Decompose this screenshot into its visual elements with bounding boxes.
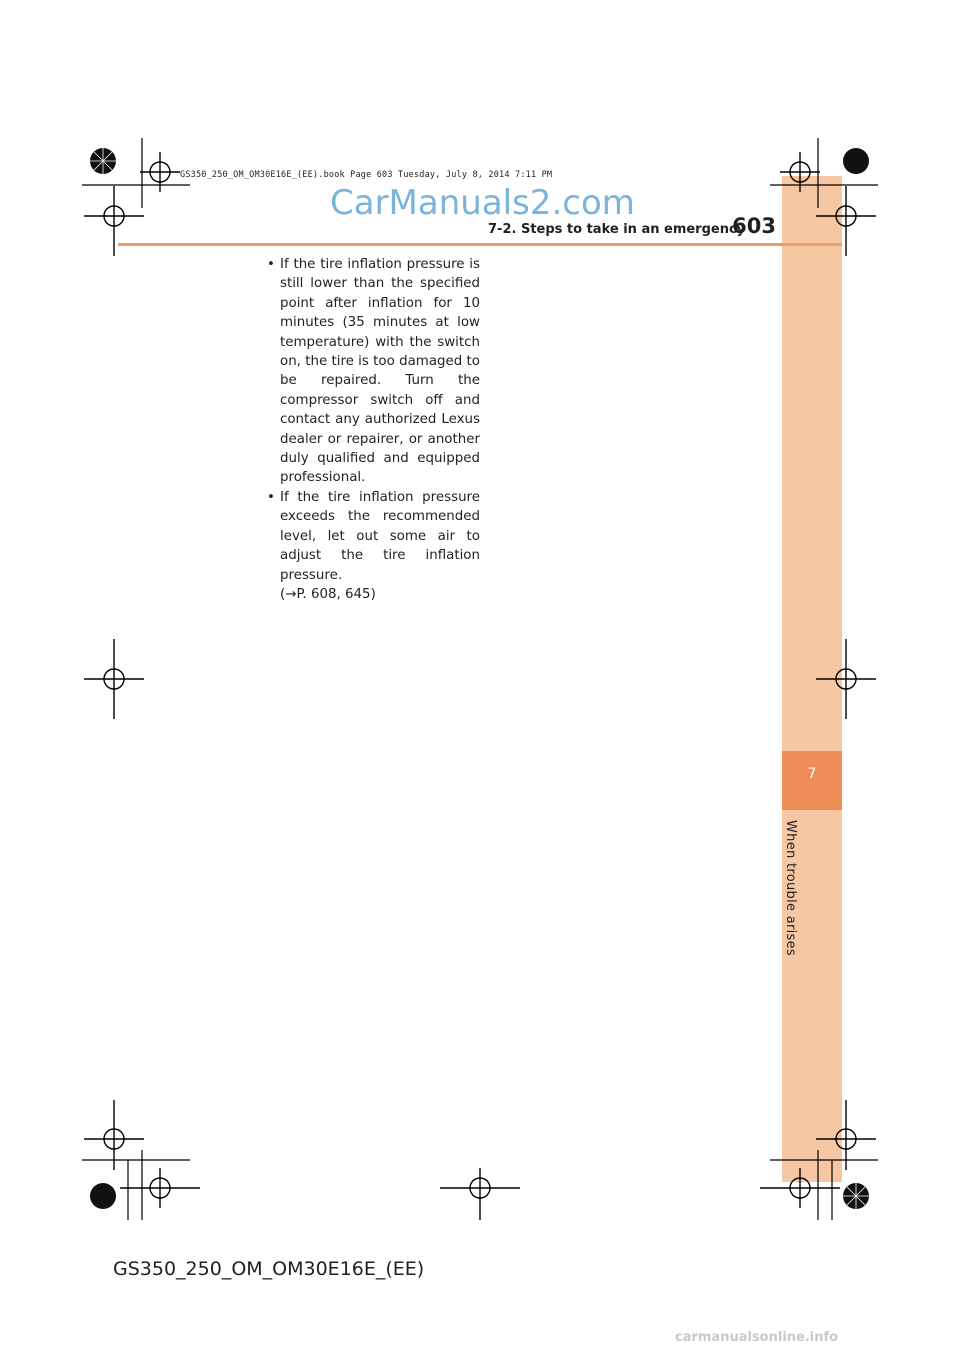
section-heading: 7-2. Steps to take in an emergency xyxy=(488,222,746,237)
chapter-number: 7 xyxy=(807,766,817,782)
registration-target-icon xyxy=(816,639,876,719)
solid-disc-mark-icon xyxy=(90,1183,116,1209)
registration-target-icon xyxy=(760,1168,840,1208)
watermark-logo: CarManuals2.com xyxy=(330,183,635,223)
print-stamp: GS350_250_OM_OM30E16E_(EE).book Page 603 Tuesday, July 8, 2014 7:11 PM xyxy=(180,170,553,180)
footer-watermark: carmanualsonline.info xyxy=(675,1330,839,1345)
bullet-marker: • xyxy=(267,489,275,505)
registration-target-icon xyxy=(816,186,876,256)
sunburst-mark-icon xyxy=(90,148,116,174)
sunburst-mark-icon xyxy=(843,1183,869,1209)
registration-target-icon xyxy=(120,1168,200,1208)
registration-target-icon xyxy=(140,152,180,192)
bullet-text: If the tire inflation pressure exceeds the recommended level, let out some air to adjust the tire inflation pressure. xyxy=(280,489,480,583)
page-reference: (→P. 608, 645) xyxy=(280,586,376,602)
registration-target-icon xyxy=(84,186,144,256)
page-number: 603 xyxy=(732,214,776,238)
document-code: GS350_250_OM_OM30E16E_(EE) xyxy=(113,1258,425,1280)
registration-target-icon xyxy=(84,639,144,719)
chapter-title: When trouble arises xyxy=(783,820,798,956)
registration-target-icon xyxy=(440,1168,520,1220)
bullet-marker: • xyxy=(267,257,275,272)
bullet-text: If the tire inflation pressure is still lower than the specified point after inflation for 10 minutes (35 minutes at low temperature) with the switch on, the tire is too damaged to be repaired. Turn the compressor switch off and contact any authorized Lexus dealer or repairer, or another duly qualified and equipped professional. xyxy=(280,257,480,486)
solid-disc-mark-icon xyxy=(843,148,869,174)
registration-target-icon xyxy=(780,152,820,192)
